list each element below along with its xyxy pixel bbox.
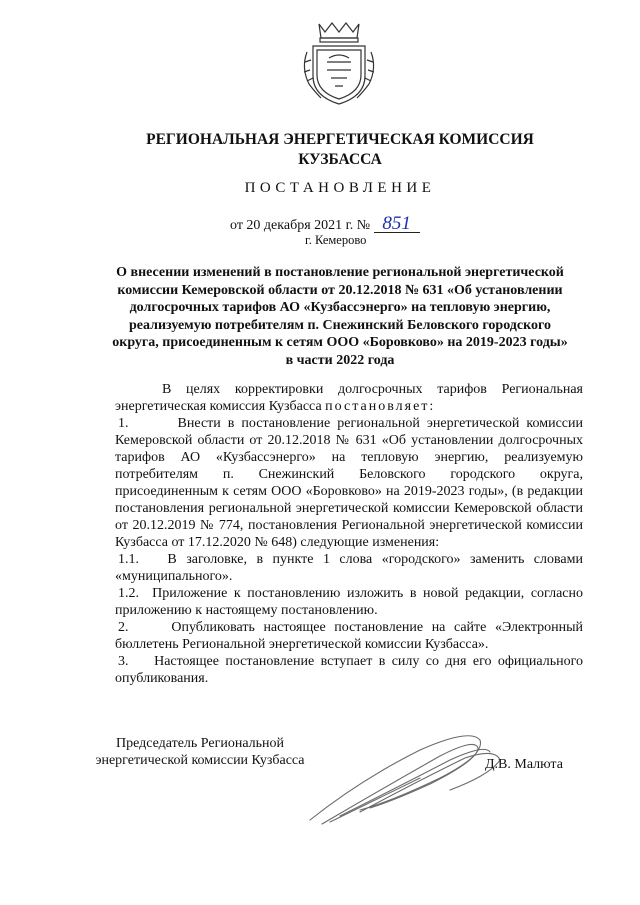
paragraph-2: 2. Опубликовать настоящее постановление на сайте «Электронный бюллетень Региональной энергетической комиссии Кузбасса». (115, 620, 583, 652)
paragraph-1-2: 1.2. Приложение к постановлению изложить в новой редакции, согласно приложению к настоящему постановлению. (115, 586, 583, 618)
organization-line-2: КУЗБАССА (298, 151, 382, 168)
handwritten-signature-icon (300, 720, 520, 830)
date-line (230, 213, 530, 234)
document-type: ПОСТАНОВЛЕНИЕ (244, 180, 436, 196)
city: г. Кемерово (305, 233, 367, 247)
position-line-2: энергетической комиссии Кузбасса (95, 753, 305, 768)
subject-line: долгосрочных тарифов АО «Кузбассэнерго» на тепловую энергию, (129, 300, 551, 315)
subject-line: О внесении изменений в постановление региональной энергетической (116, 265, 564, 280)
document-subject (100, 264, 580, 369)
paragraph-1: 1. Внести в постановление региональной энергетической комиссии Кемеровской области от 20.12.2018 № 631 «Об установлении долгосрочных тарифов АО «Кузбассэнерго» на тепловую энергию, реализуемую потребителям п. Снежинский Беловского городского округа, присоединенным к сетям ООО «Боровково» на 2019-2023 годы», (в редакции постановления региональной энергетической комиссии Кемеровской области от 20.12.2019 № 774, постановления Региональной энергетической комиссии Кузбасса от 17.12.2020 № 648) следующие изменения: (115, 416, 583, 550)
document-number: 851 (374, 216, 420, 233)
organization-line-1: РЕГИОНАЛЬНАЯ ЭНЕРГЕТИЧЕСКАЯ КОМИССИЯ (146, 131, 534, 148)
coat-of-arms-icon (299, 18, 379, 108)
signatory-name: Д.В. Малюта (485, 757, 563, 772)
signatory-position (80, 735, 320, 769)
document-body (115, 381, 583, 687)
subject-line: округа, присоединенным к сетям ООО «Боровково» на 2019-2023 годы» (112, 335, 568, 350)
subject-line: в части 2022 года (285, 352, 395, 368)
subject-line: реализуемую потребителям п. Снежинский Беловского городского (129, 317, 551, 333)
subject-line: комиссии Кемеровской области от 20.12.2018 № 631 «Об установлении (117, 282, 563, 298)
document-date: от 20 декабря 2021 г. № (230, 218, 371, 233)
intro-text: В целях корректировки долгосрочных тарифов Региональная энергетическая комиссия Кузбасса (115, 382, 583, 414)
paragraph-3: 3. Настоящее постановление вступает в силу со дня его официального опубликования. (115, 654, 583, 686)
position-line-1: Председатель Региональной (115, 736, 285, 751)
organization-title (120, 130, 560, 170)
intro-paragraph (115, 381, 583, 415)
paragraph-1-1: 1.1. В заголовке, в пункте 1 слова «городского» заменить словами «муниципального». (115, 552, 583, 584)
intro-verb: постановляет: (325, 399, 436, 414)
